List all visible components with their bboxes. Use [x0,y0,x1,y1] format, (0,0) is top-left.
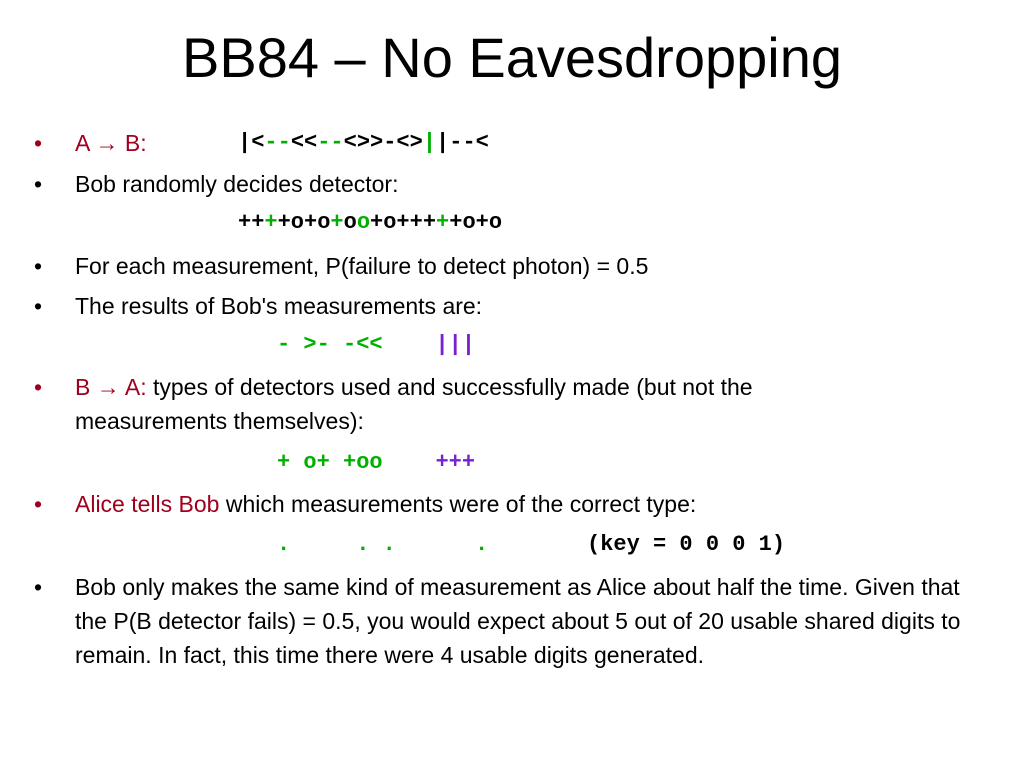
sequence-segment: o [356,210,371,235]
alice-tells-bob-text [75,487,975,521]
sequence-segment: +++ [435,450,476,475]
sequence-segment: +o+o [449,210,503,235]
sequence-segment: + [330,210,344,235]
bullet-marker: • [34,253,43,279]
detector-types-sequence [277,446,475,480]
results-text: The results of Bob's measurements are: [75,293,483,319]
b-to-a-label: B → A: [75,374,147,400]
sequence-segment: <> [343,130,371,155]
conclusion-text: Bob only makes the same kind of measurement as Alice about half the time. Given that the P(B detector fails) = 0.5, you would expect about 5 out of 20 usable shared digits to remain. In fact, this time there were 4 usable digits generated. [75,574,961,668]
sequence-segment: |--< [436,130,489,155]
sequence-segment: +o+++ [370,210,437,235]
page-title: BB84 – No Eavesdropping [182,26,842,89]
sequence-segment: + [436,210,450,235]
bullet-marker: • [34,293,43,319]
sequence-segment: >-<> [370,130,423,155]
sequence-segment: - >- -<< [277,332,383,357]
sequence-segment: + [264,210,278,235]
sequence-segment: |< [238,130,265,155]
bullet-marker: • [34,374,43,400]
bullet-marker: • [34,491,43,517]
alice-tells-bob-label: Alice tells Bob [75,491,220,517]
detector-sequence [238,206,502,240]
bob-detector-text: Bob randomly decides detector: [75,171,399,197]
a-to-b-label: A → B: [75,130,147,156]
b-to-a-description: types of detectors used and successfully made (but not the [152,374,753,400]
sequence-segment: ||| [435,332,476,357]
sequence-segment: +o+o [277,210,331,235]
bullet-marker: • [34,574,43,600]
failure-probability-text: For each measurement, P(failure to detect photon) = 0.5 [75,253,649,279]
sequence-segment: ++ [238,210,265,235]
key-result: (key = 0 0 0 1) [587,532,786,557]
sequence-segment: | [422,130,437,155]
sequence-segment: + o+ +oo [277,450,383,475]
bullet-marker: • [34,171,43,197]
b-to-a-description-line2: measurements themselves): [75,408,364,434]
alice-tells-bob-description: which measurements were of the correct type: [225,491,697,517]
sequence-segment: < [304,130,318,155]
b-to-a-text [75,370,975,438]
sequence-segment: -- [264,130,291,155]
sequence-segment: < [290,130,305,155]
match-dots: . . . . [277,532,489,557]
photon-sequence [238,126,489,160]
sequence-segment: o [343,210,357,235]
bullet-marker: • [34,130,43,156]
sequence-segment: -- [317,130,344,155]
results-sequence [277,328,475,362]
